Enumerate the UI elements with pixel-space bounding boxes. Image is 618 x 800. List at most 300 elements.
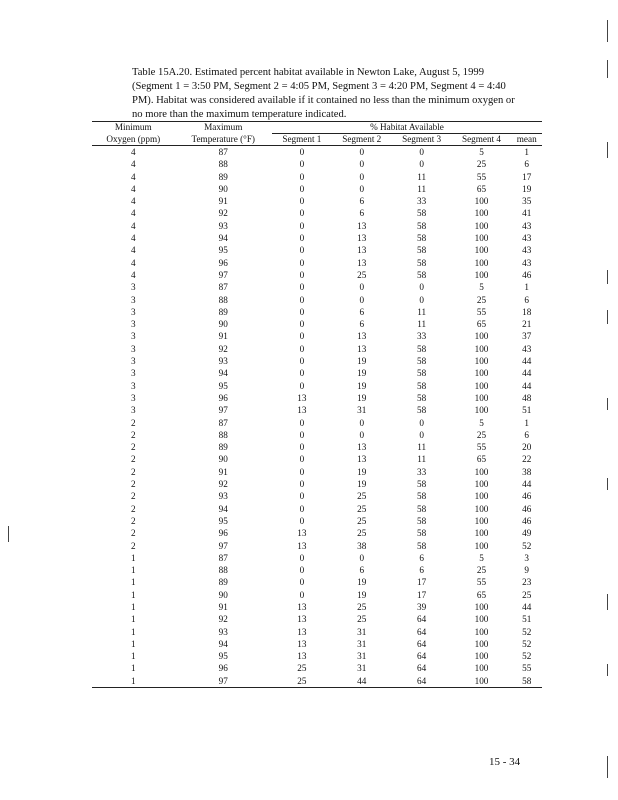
cell-segment-2: 0 xyxy=(359,282,365,293)
cell-segment-3: 0 xyxy=(419,147,424,157)
cell-segment-3: 58 xyxy=(417,503,427,514)
cell-segment-4: 65 xyxy=(476,319,487,330)
cell-max-temp: 90 xyxy=(218,319,228,330)
cell-max-temp: 91 xyxy=(218,601,228,612)
cell-segment-1: 0 xyxy=(299,577,305,588)
scan-edge-mark xyxy=(607,478,608,490)
cell-segment-1: 0 xyxy=(299,343,305,354)
cell-mean: 51 xyxy=(522,614,532,625)
cell-segment-2: 19 xyxy=(357,589,367,600)
cell-min-oxygen: 4 xyxy=(130,233,136,244)
cell-segment-3: 11 xyxy=(417,183,427,194)
scan-edge-mark xyxy=(607,270,608,284)
cell-segment-3: 64 xyxy=(417,663,427,674)
cell-segment-2: 0 xyxy=(359,417,365,428)
cell-segment-4: 55 xyxy=(476,442,487,453)
table-row xyxy=(92,355,542,367)
cell-segment-1: 13 xyxy=(297,601,307,612)
cell-min-oxygen: 3 xyxy=(130,282,136,293)
cell-min-oxygen: 2 xyxy=(130,491,136,502)
table-row xyxy=(92,367,542,379)
cell-segment-1: 0 xyxy=(299,159,305,170)
cell-segment-1: 0 xyxy=(299,552,305,563)
cell-mean: 44 xyxy=(522,356,532,367)
cell-segment-2: 6 xyxy=(359,565,365,576)
cell-segment-4: 25 xyxy=(476,565,487,576)
cell-segment-4: 55 xyxy=(476,577,487,588)
cell-segment-3: 64 xyxy=(417,614,427,625)
cell-segment-1: 0 xyxy=(299,171,305,182)
cell-segment-1: 0 xyxy=(299,183,305,194)
cell-max-temp: 96 xyxy=(218,257,228,268)
cell-segment-2: 25 xyxy=(357,601,367,612)
cell-mean: 43 xyxy=(522,245,532,256)
cell-min-oxygen: 3 xyxy=(130,306,136,317)
cell-mean: 43 xyxy=(522,257,532,268)
cell-segment-1: 0 xyxy=(299,269,305,280)
cell-segment-4: 100 xyxy=(474,540,489,551)
cell-mean: 22 xyxy=(522,454,532,465)
table-row xyxy=(92,441,542,453)
cell-segment-3: 11 xyxy=(417,454,427,465)
cell-max-temp: 91 xyxy=(218,466,228,477)
cell-min-oxygen: 2 xyxy=(130,442,136,453)
cell-min-oxygen: 1 xyxy=(130,626,136,637)
cell-segment-1: 0 xyxy=(299,479,305,490)
cell-max-temp: 89 xyxy=(218,306,228,317)
cell-max-temp: 90 xyxy=(218,183,228,194)
table-row xyxy=(92,183,542,195)
cell-segment-1: 13 xyxy=(297,392,307,403)
table-row xyxy=(92,527,542,539)
cell-mean: 44 xyxy=(522,380,532,391)
cell-mean: 38 xyxy=(522,466,532,477)
cell-segment-2: 19 xyxy=(357,466,367,477)
table-row xyxy=(92,392,542,404)
cell-segment-4: 65 xyxy=(476,454,487,465)
table-row xyxy=(92,404,542,416)
cell-segment-3: 58 xyxy=(417,269,427,280)
scan-edge-mark xyxy=(607,60,608,78)
cell-min-oxygen: 1 xyxy=(130,638,136,649)
cell-mean: 49 xyxy=(522,528,532,539)
cell-mean: 52 xyxy=(522,638,532,649)
header-segment-3: Segment 3 xyxy=(392,134,452,146)
cell-segment-4: 5 xyxy=(479,552,484,563)
cell-max-temp: 87 xyxy=(218,552,228,563)
cell-min-oxygen: 4 xyxy=(130,196,136,207)
scan-edge-mark xyxy=(607,664,608,676)
cell-mean: 46 xyxy=(522,503,532,514)
cell-segment-2: 31 xyxy=(357,626,367,637)
caption-line-3: PM). Habitat was considered available if it contained no less than the minimum oxygen or xyxy=(132,95,515,106)
cell-segment-3: 58 xyxy=(417,540,427,551)
cell-segment-1: 0 xyxy=(299,306,305,317)
table-row xyxy=(92,466,542,478)
cell-segment-4: 100 xyxy=(474,220,489,231)
table-row xyxy=(92,515,542,527)
cell-min-oxygen: 1 xyxy=(130,663,136,674)
cell-mean: 46 xyxy=(522,269,532,280)
cell-segment-1: 13 xyxy=(297,626,307,637)
cell-segment-2: 13 xyxy=(357,245,367,256)
cell-min-oxygen: 1 xyxy=(130,577,136,588)
cell-min-oxygen: 4 xyxy=(130,208,136,219)
header-max-temp-top: Maximum xyxy=(175,122,272,134)
table-row xyxy=(92,478,542,490)
scan-edge-mark xyxy=(607,594,608,610)
table-row xyxy=(92,429,542,441)
cell-segment-4: 100 xyxy=(474,626,489,637)
cell-segment-3: 58 xyxy=(417,208,427,219)
cell-min-oxygen: 3 xyxy=(130,405,136,416)
cell-segment-4: 100 xyxy=(474,405,489,416)
cell-segment-1: 0 xyxy=(299,294,305,305)
cell-segment-4: 100 xyxy=(474,380,489,391)
cell-segment-1: 0 xyxy=(299,319,305,330)
cell-max-temp: 89 xyxy=(218,171,228,182)
cell-mean: 41 xyxy=(522,208,532,219)
cell-segment-4: 100 xyxy=(474,257,489,268)
cell-segment-2: 0 xyxy=(359,171,365,182)
cell-min-oxygen: 3 xyxy=(130,368,136,379)
header-temperature: Temperature (°F) xyxy=(175,134,272,146)
cell-segment-1: 0 xyxy=(299,208,305,219)
cell-segment-4: 65 xyxy=(476,589,487,600)
cell-segment-4: 100 xyxy=(474,392,489,403)
table-row xyxy=(92,662,542,674)
cell-segment-2: 13 xyxy=(357,233,367,244)
cell-segment-1: 13 xyxy=(297,405,307,416)
cell-segment-2: 19 xyxy=(357,479,367,490)
cell-segment-3: 58 xyxy=(417,491,427,502)
cell-segment-1: 0 xyxy=(299,491,305,502)
cell-segment-3: 17 xyxy=(417,589,427,600)
cell-segment-2: 31 xyxy=(357,663,367,674)
cell-segment-4: 25 xyxy=(476,159,487,170)
cell-segment-4: 5 xyxy=(479,282,484,293)
cell-segment-2: 13 xyxy=(357,343,367,354)
cell-segment-4: 100 xyxy=(474,245,489,256)
cell-min-oxygen: 2 xyxy=(130,479,136,490)
cell-max-temp: 89 xyxy=(218,442,228,453)
cell-segment-4: 100 xyxy=(474,196,489,207)
cell-segment-3: 58 xyxy=(417,528,427,539)
cell-segment-2: 0 xyxy=(359,294,365,305)
cell-segment-2: 19 xyxy=(357,392,367,403)
cell-max-temp: 93 xyxy=(218,626,228,637)
table-row xyxy=(92,613,542,625)
cell-segment-1: 0 xyxy=(299,589,305,600)
cell-min-oxygen: 3 xyxy=(130,343,136,354)
cell-segment-1: 0 xyxy=(299,380,305,391)
cell-segment-1: 0 xyxy=(299,466,305,477)
cell-segment-3: 33 xyxy=(417,331,427,342)
table-row xyxy=(92,269,542,281)
cell-max-temp: 91 xyxy=(218,331,228,342)
cell-segment-4: 55 xyxy=(476,171,487,182)
cell-min-oxygen: 2 xyxy=(130,540,136,551)
table-row xyxy=(92,171,542,183)
cell-segment-3: 33 xyxy=(417,466,427,477)
cell-segment-3: 0 xyxy=(419,282,424,293)
cell-segment-3: 11 xyxy=(417,306,427,317)
cell-segment-3: 0 xyxy=(419,429,424,440)
cell-segment-3: 58 xyxy=(417,479,427,490)
cell-segment-4: 100 xyxy=(452,675,512,688)
table-row xyxy=(92,146,542,159)
cell-min-oxygen: 4 xyxy=(130,159,136,170)
cell-segment-4: 100 xyxy=(474,491,489,502)
header-segment-2: Segment 2 xyxy=(332,134,392,146)
cell-segment-3: 64 xyxy=(417,651,427,662)
cell-segment-2: 25 xyxy=(357,503,367,514)
cell-min-oxygen: 1 xyxy=(130,651,136,662)
cell-segment-4: 25 xyxy=(476,294,487,305)
cell-segment-3: 0 xyxy=(419,159,424,170)
cell-max-temp: 96 xyxy=(218,528,228,539)
cell-min-oxygen: 4 xyxy=(130,269,136,280)
table-row xyxy=(92,601,542,613)
cell-max-temp: 97 xyxy=(218,269,228,280)
cell-max-temp: 88 xyxy=(218,565,228,576)
cell-min-oxygen: 2 xyxy=(130,466,136,477)
caption-line-1: Table 15A.20. Estimated percent habitat available in Newton Lake, August 5, 1999 xyxy=(132,67,484,78)
header-mean: mean xyxy=(511,134,542,146)
scan-edge-mark xyxy=(8,526,9,542)
cell-segment-4: 100 xyxy=(474,208,489,219)
cell-max-temp: 89 xyxy=(218,577,228,588)
cell-mean: 21 xyxy=(522,319,532,330)
cell-mean: 55 xyxy=(522,663,532,674)
cell-segment-1: 13 xyxy=(297,614,307,625)
scan-edge-mark xyxy=(607,756,608,778)
table-row xyxy=(92,490,542,502)
cell-min-oxygen: 3 xyxy=(130,356,136,367)
cell-segment-2: 0 xyxy=(359,147,365,157)
cell-max-temp: 87 xyxy=(218,147,228,157)
header-segment-1: Segment 1 xyxy=(272,134,332,146)
cell-segment-2: 25 xyxy=(357,491,367,502)
cell-max-temp: 93 xyxy=(218,220,228,231)
cell-segment-1: 0 xyxy=(299,417,305,428)
cell-segment-2: 13 xyxy=(357,220,367,231)
cell-segment-4: 100 xyxy=(474,503,489,514)
header-min-oxygen-top: Minimum xyxy=(92,122,175,134)
cell-segment-4: 25 xyxy=(476,429,487,440)
cell-segment-1: 13 xyxy=(297,638,307,649)
table-row xyxy=(92,576,542,588)
cell-mean: 19 xyxy=(522,183,532,194)
cell-max-temp: 91 xyxy=(218,196,228,207)
cell-segment-4: 100 xyxy=(474,528,489,539)
cell-max-temp: 92 xyxy=(218,208,228,219)
cell-segment-2: 19 xyxy=(357,368,367,379)
cell-mean: 43 xyxy=(522,343,532,354)
cell-max-temp: 94 xyxy=(218,233,228,244)
cell-segment-1: 0 xyxy=(299,442,305,453)
cell-segment-1: 0 xyxy=(299,282,305,293)
cell-segment-2: 13 xyxy=(357,257,367,268)
cell-segment-1: 0 xyxy=(299,356,305,367)
cell-min-oxygen: 1 xyxy=(130,614,136,625)
cell-segment-4: 100 xyxy=(474,331,489,342)
cell-segment-3: 17 xyxy=(417,577,427,588)
cell-segment-4: 100 xyxy=(474,663,489,674)
cell-min-oxygen: 2 xyxy=(130,503,136,514)
cell-segment-4: 5 xyxy=(479,147,484,157)
table-row xyxy=(92,564,542,576)
cell-segment-4: 100 xyxy=(474,466,489,477)
cell-segment-2: 25 xyxy=(357,614,367,625)
scan-edge-mark xyxy=(607,142,608,158)
cell-segment-3: 58 xyxy=(417,233,427,244)
cell-segment-4: 55 xyxy=(476,306,487,317)
table-row xyxy=(92,503,542,515)
cell-mean: 20 xyxy=(522,442,532,453)
cell-segment-2: 6 xyxy=(359,319,365,330)
cell-min-oxygen: 2 xyxy=(130,429,136,440)
cell-segment-1: 0 xyxy=(299,147,305,157)
cell-segment-1: 0 xyxy=(299,565,305,576)
cell-min-oxygen: 1 xyxy=(130,565,136,576)
cell-segment-4: 100 xyxy=(474,515,489,526)
cell-max-temp: 95 xyxy=(218,245,228,256)
cell-min-oxygen: 2 xyxy=(130,528,136,539)
cell-mean: 44 xyxy=(522,368,532,379)
cell-segment-4: 100 xyxy=(474,269,489,280)
cell-segment-3: 6 xyxy=(419,552,424,563)
table-row xyxy=(92,158,542,170)
cell-segment-2: 13 xyxy=(357,331,367,342)
cell-segment-1: 25 xyxy=(297,663,307,674)
table-row xyxy=(92,650,542,662)
scan-edge-mark xyxy=(607,398,608,410)
cell-min-oxygen: 3 xyxy=(130,319,136,330)
cell-segment-2: 6 xyxy=(359,208,365,219)
cell-segment-2: 31 xyxy=(357,651,367,662)
cell-max-temp: 88 xyxy=(218,294,228,305)
cell-segment-4: 5 xyxy=(479,417,484,428)
cell-segment-2: 19 xyxy=(357,380,367,391)
cell-segment-1: 0 xyxy=(299,503,305,514)
cell-min-oxygen: 3 xyxy=(130,331,136,342)
caption-line-4: no more than the maximum temperature indicated. xyxy=(132,109,347,120)
cell-segment-1: 13 xyxy=(297,528,307,539)
cell-segment-3: 6 xyxy=(419,565,424,576)
cell-max-temp: 92 xyxy=(218,479,228,490)
cell-mean: 3 xyxy=(524,552,530,563)
cell-max-temp: 92 xyxy=(218,614,228,625)
cell-segment-3: 64 xyxy=(392,675,452,688)
header-habitat-group: % Habitat Available xyxy=(272,122,542,134)
caption-line-2: (Segment 1 = 3:50 PM, Segment 2 = 4:05 PM, Segment 3 = 4:20 PM, Segment 4 = 4:40 xyxy=(132,81,506,92)
cell-segment-1: 0 xyxy=(299,454,305,465)
cell-segment-3: 0 xyxy=(419,294,424,305)
cell-max-temp: 97 xyxy=(175,675,272,688)
cell-segment-3: 58 xyxy=(417,515,427,526)
table-row xyxy=(92,540,542,552)
cell-min-oxygen: 1 xyxy=(130,601,136,612)
cell-segment-1: 25 xyxy=(272,675,332,688)
cell-segment-2: 6 xyxy=(359,196,365,207)
cell-segment-1: 13 xyxy=(297,540,307,551)
cell-segment-3: 11 xyxy=(417,319,427,330)
habitat-table-container xyxy=(92,121,542,688)
cell-mean: 6 xyxy=(524,429,530,440)
cell-mean: 6 xyxy=(524,159,530,170)
cell-segment-3: 58 xyxy=(417,257,427,268)
cell-min-oxygen: 3 xyxy=(130,380,136,391)
cell-segment-2: 38 xyxy=(357,540,367,551)
cell-mean: 52 xyxy=(522,626,532,637)
cell-max-temp: 88 xyxy=(218,429,228,440)
cell-segment-2: 44 xyxy=(332,675,392,688)
cell-segment-2: 0 xyxy=(359,183,365,194)
cell-segment-3: 58 xyxy=(417,356,427,367)
table-body xyxy=(92,146,542,688)
table-row xyxy=(92,306,542,318)
cell-mean: 52 xyxy=(522,540,532,551)
scan-edge-mark xyxy=(607,310,608,324)
cell-max-temp: 97 xyxy=(218,540,228,551)
cell-segment-2: 6 xyxy=(359,306,365,317)
cell-segment-3: 39 xyxy=(417,601,427,612)
cell-mean: 43 xyxy=(522,220,532,231)
cell-segment-3: 64 xyxy=(417,638,427,649)
cell-segment-1: 0 xyxy=(299,368,305,379)
table-row xyxy=(92,675,542,688)
cell-segment-3: 11 xyxy=(417,171,427,182)
cell-segment-1: 0 xyxy=(299,331,305,342)
cell-mean: 48 xyxy=(522,392,532,403)
cell-mean: 44 xyxy=(522,601,532,612)
cell-mean: 46 xyxy=(522,515,532,526)
cell-segment-3: 64 xyxy=(417,626,427,637)
cell-segment-1: 0 xyxy=(299,429,305,440)
cell-segment-1: 13 xyxy=(297,651,307,662)
cell-mean: 23 xyxy=(522,577,532,588)
cell-segment-2: 31 xyxy=(357,405,367,416)
cell-segment-2: 0 xyxy=(359,552,365,563)
cell-min-oxygen: 4 xyxy=(130,245,136,256)
table-row xyxy=(92,589,542,601)
cell-segment-4: 100 xyxy=(474,651,489,662)
cell-mean: 1 xyxy=(524,282,530,293)
cell-min-oxygen: 3 xyxy=(130,294,136,305)
cell-min-oxygen: 2 xyxy=(130,515,136,526)
cell-mean: 1 xyxy=(524,417,530,428)
cell-segment-2: 31 xyxy=(357,638,367,649)
cell-min-oxygen: 4 xyxy=(130,220,136,231)
cell-mean: 9 xyxy=(524,565,530,576)
cell-mean: 35 xyxy=(522,196,532,207)
cell-min-oxygen: 4 xyxy=(130,171,136,182)
cell-mean: 17 xyxy=(522,171,532,182)
header-oxygen: Oxygen (ppm) xyxy=(92,134,175,146)
page-number: 15 - 34 xyxy=(489,756,521,768)
cell-segment-1: 0 xyxy=(299,515,305,526)
table-row xyxy=(92,244,542,256)
cell-mean: 18 xyxy=(522,306,532,317)
table-row xyxy=(92,626,542,638)
cell-min-oxygen: 4 xyxy=(130,257,136,268)
cell-mean: 44 xyxy=(522,479,532,490)
table-caption xyxy=(132,66,542,122)
cell-max-temp: 87 xyxy=(218,282,228,293)
cell-segment-2: 0 xyxy=(359,429,365,440)
cell-mean: 6 xyxy=(524,294,530,305)
